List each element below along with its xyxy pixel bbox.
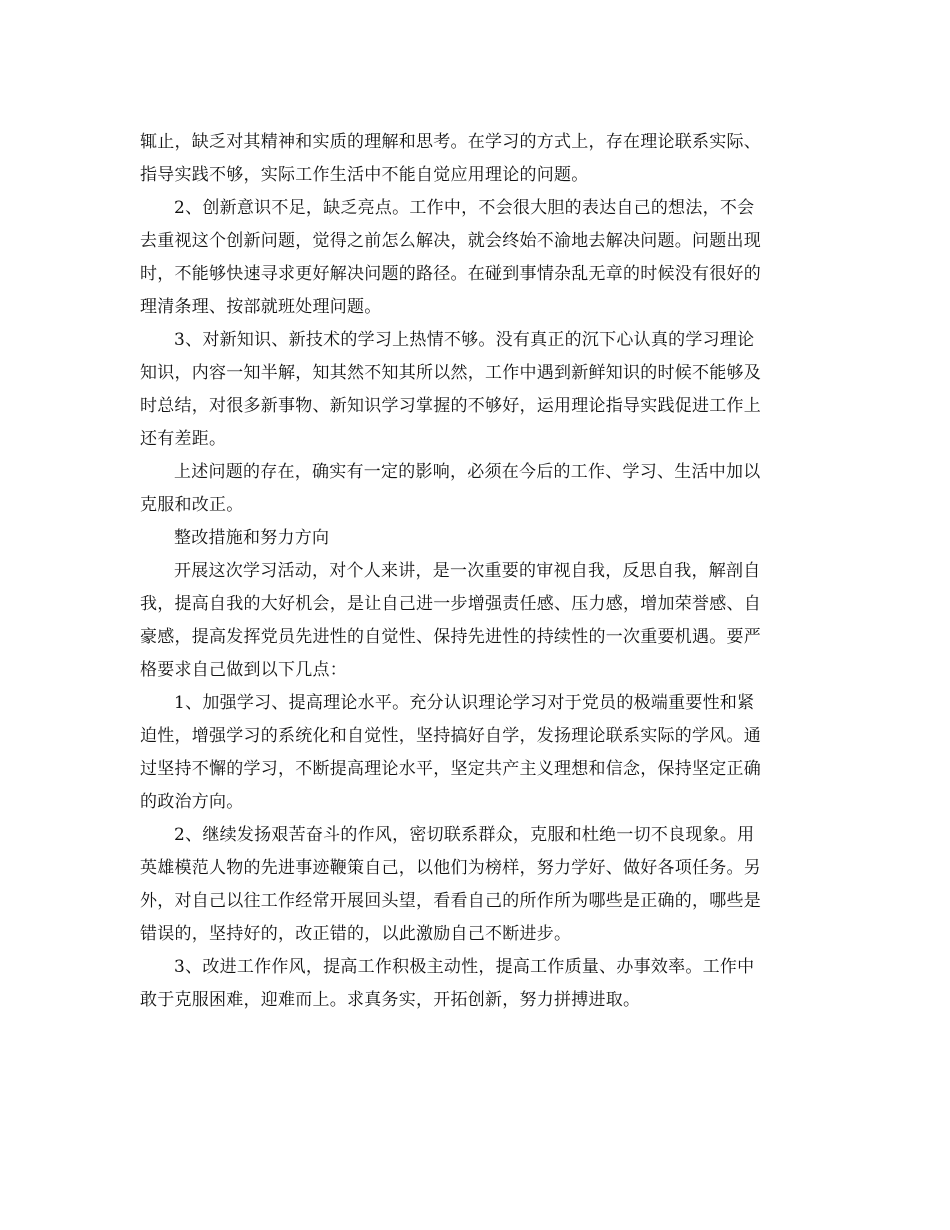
text-line: 理清条理、按部就班处理问题。 [140, 297, 382, 317]
text-line: 过坚持不懈的学习，不断提高理论水平，坚定共产主义理想和信念，保持坚定正确 [140, 759, 761, 779]
text-line: 敢于克服困难，迎难而上。求真务实，开拓创新，努力拼搏进取。 [140, 990, 641, 1010]
text-line: 错误的，坚持好的，改正错的，以此激励自己不断进步。 [140, 924, 572, 944]
text-line: 我，提高自我的大好机会，是让自己进一步增强责任感、压力感，增加荣誉感、自 [140, 594, 761, 614]
text-line: 英雄模范人物的先进事迹鞭策自己，以他们为榜样，努力学好、做好各项任务。另 [140, 858, 761, 878]
text-line: 3、改进工作作风，提高工作积极主动性，提高工作质量、办事效率。工作中 [174, 957, 755, 977]
text-line: 整改措施和努力方向 [174, 528, 330, 548]
text-line: 指导实践不够，实际工作生活中不能自觉应用理论的问题。 [140, 165, 589, 185]
text-line: 豪感，提高发挥党员先进性的自觉性、保持先进性的持续性的一次重要机遇。要严 [140, 627, 761, 647]
text-line: 2、创新意识不足，缺乏亮点。工作中，不会很大胆的表达自己的想法，不会 [174, 198, 755, 218]
text-line: 去重视这个创新问题，觉得之前怎么解决，就会终始不渝地去解决问题。问题出现 [140, 231, 761, 251]
text-line: 开展这次学习活动，对个人来讲，是一次重要的审视自我，反思自我，解剖自 [174, 561, 761, 581]
text-line: 上述问题的存在，确实有一定的影响，必须在今后的工作、学习、生活中加以 [174, 462, 761, 482]
document-body [140, 126, 816, 1017]
text-line: 2、继续发扬艰苦奋斗的作风，密切联系群众，克服和杜绝一切不良现象。用 [174, 825, 755, 845]
text-line: 时总结，对很多新事物、新知识学习掌握的不够好，运用理论指导实践促进工作上 [140, 396, 761, 416]
text-line: 的政治方向。 [140, 792, 244, 812]
text-line: 3、对新知识、新技术的学习上热情不够。没有真正的沉下心认真的学习理论 [174, 330, 755, 350]
text-line: 克服和改正。 [140, 495, 244, 515]
text-line: 格要求自己做到以下几点： [140, 660, 347, 680]
text-line: 迫性，增强学习的系统化和自觉性，坚持搞好自学，发扬理论联系实际的学风。通 [140, 726, 761, 746]
text-line: 外，对自己以往工作经常开展回头望，看看自己的所作所为哪些是正确的，哪些是 [140, 891, 761, 911]
text-line: 时，不能够快速寻求更好解决问题的路径。在碰到事情杂乱无章的时候没有很好的 [140, 264, 761, 284]
text-line: 1、加强学习、提高理论水平。充分认识理论学习对于党员的极端重要性和紧 [174, 693, 755, 713]
text-line: 还有差距。 [140, 429, 227, 449]
text-line: 辄止，缺乏对其精神和实质的理解和思考。在学习的方式上，存在理论联系实际、 [140, 132, 761, 152]
text-line: 知识，内容一知半解，知其然不知其所以然，工作中遇到新鲜知识的时候不能够及 [140, 363, 761, 383]
